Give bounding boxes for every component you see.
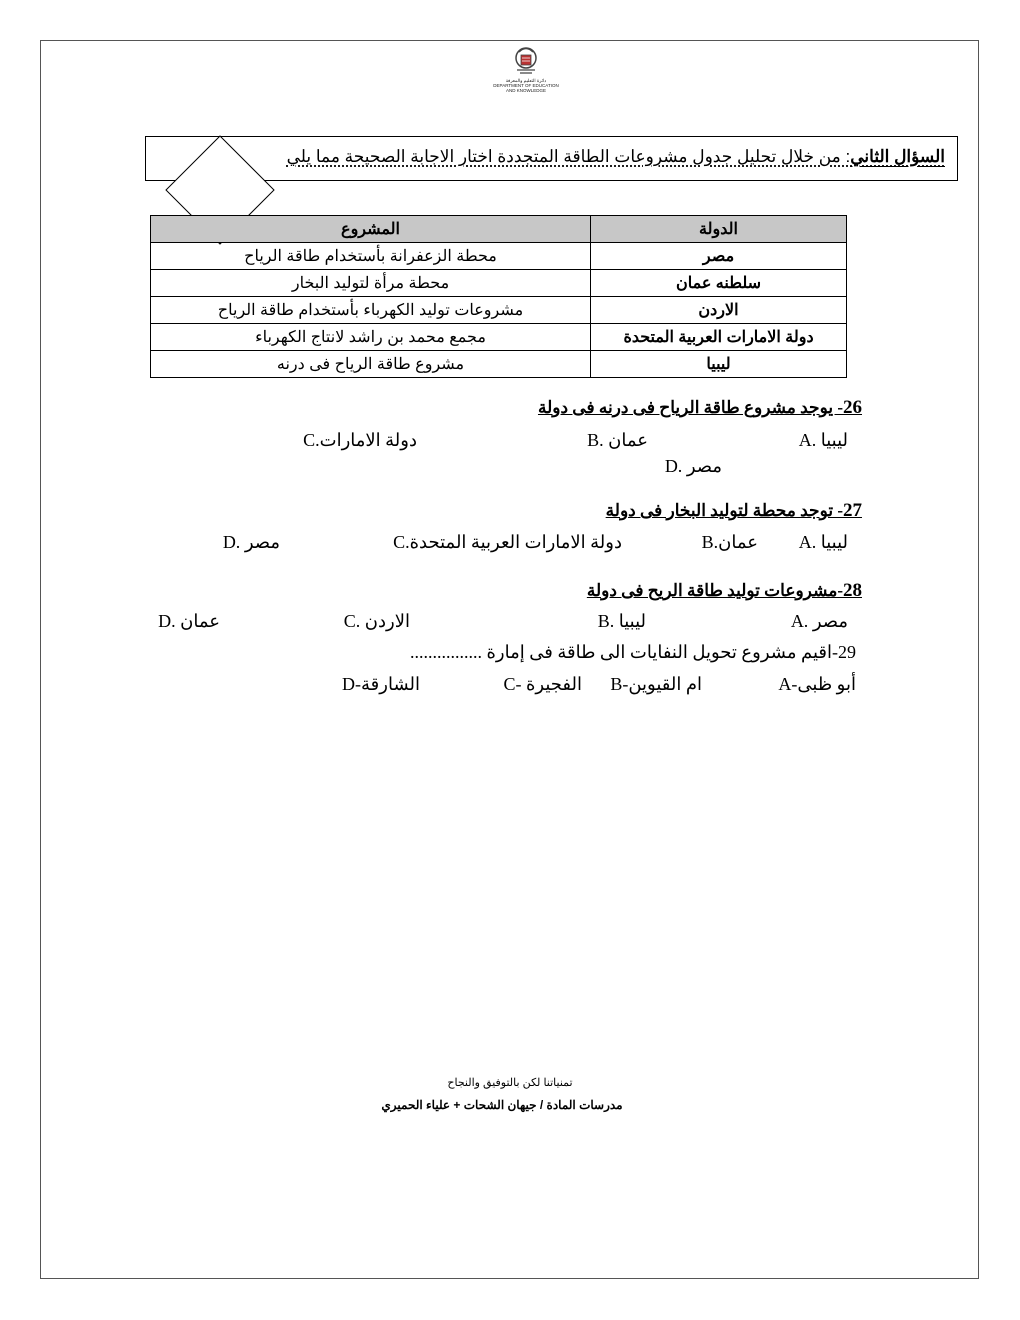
question-29: 29-اقيم مشروع تحويل النفايات الى طاقة فى إمارة ................: [409, 642, 856, 662]
country-cell: مصر: [591, 243, 847, 270]
table-row: [151, 243, 847, 270]
country-cell: ليبيا: [591, 351, 847, 378]
project-cell: مشروع طاقة الرياح فى درنه: [151, 351, 591, 378]
footer-teachers: مدرسات المادة / جيهان الشحات + علياء الحميري: [381, 1098, 623, 1112]
q29-option-c[interactable]: C- الفجيرة: [503, 674, 582, 694]
question-label: السؤال الثاني: [850, 147, 945, 166]
question-26: [538, 397, 862, 419]
project-cell: مشروعات توليد الكهرباء بأستخدام طاقة الرياح: [151, 297, 591, 324]
logo-line-3: AND KNOWLEDGE: [505, 88, 546, 93]
q27-option-a[interactable]: A. ليبيا: [798, 532, 848, 552]
question-27-number: 27: [843, 500, 862, 521]
project-cell: محطة مرأة لتوليد البخار: [151, 270, 591, 297]
header-country: الدولة: [591, 216, 847, 243]
projects-table: [150, 215, 847, 378]
table-row: [151, 351, 847, 378]
emblem-icon: [511, 46, 541, 78]
q27-option-b[interactable]: B.عمان: [701, 532, 758, 552]
logo-arabic: دائرة التعليم والمعرفة: [505, 78, 547, 83]
department-logo: [484, 46, 568, 102]
q26-option-b[interactable]: B. عمان: [587, 430, 648, 450]
question-instruction: [287, 147, 945, 167]
q29-option-a[interactable]: A-أبو ظبى: [778, 674, 856, 694]
question-28: [587, 580, 862, 602]
q28-option-c[interactable]: C. الاردن: [343, 611, 410, 631]
country-cell: سلطنه عمان: [591, 270, 847, 297]
q27-option-c[interactable]: C.دولة الامارات العربية المتحدة: [393, 532, 622, 552]
q26-option-c[interactable]: C.دولة الامارات: [303, 430, 417, 450]
table-row: [151, 324, 847, 351]
table-row: [151, 297, 847, 324]
q29-option-d[interactable]: D-الشارقة: [342, 674, 420, 694]
project-cell: مجمع محمد بن راشد لانتاج الكهرباء: [151, 324, 591, 351]
table-row: [151, 270, 847, 297]
q28-option-d[interactable]: D. عمان: [158, 611, 220, 631]
question-27-text: - توجد محطة لتوليد البخار فى دولة: [605, 501, 843, 520]
question-text: : من خلال تحليل جدول مشروعات الطاقة المتجددة اختار الاجابة الصحيحة مما يلي: [286, 147, 851, 166]
question-27: [606, 500, 862, 522]
footer-wish: تمنياتنا لكن بالتوفيق والنجاح: [447, 1077, 573, 1089]
question-28-text: -مشروعات توليد طاقة الريح فى دولة: [586, 581, 843, 600]
q26-option-d[interactable]: D. مصر: [664, 456, 722, 476]
header-project: المشروع: [151, 216, 591, 243]
country-cell: الاردن: [591, 297, 847, 324]
table-header-row: [151, 216, 847, 243]
question-26-number: 26: [843, 397, 862, 418]
q28-option-b[interactable]: B. ليبيا: [597, 611, 646, 631]
question-26-text: - يوجد مشروع طاقة الرياح فى درنه فى دولة: [537, 398, 843, 417]
country-cell: دولة الامارات العربية المتحدة: [591, 324, 847, 351]
q26-option-a[interactable]: A. ليبيا: [798, 430, 848, 450]
q29-option-b[interactable]: B-ام القيوين: [610, 674, 702, 694]
project-cell: محطة الزعفرانة بأستخدام طاقة الرياح: [151, 243, 591, 270]
logo-line-2: DEPARTMENT OF EDUCATION: [493, 83, 559, 88]
q27-option-d[interactable]: D. مصر: [222, 532, 280, 552]
question-28-number: 28: [843, 580, 862, 601]
q28-option-a[interactable]: A. مصر: [790, 611, 848, 631]
